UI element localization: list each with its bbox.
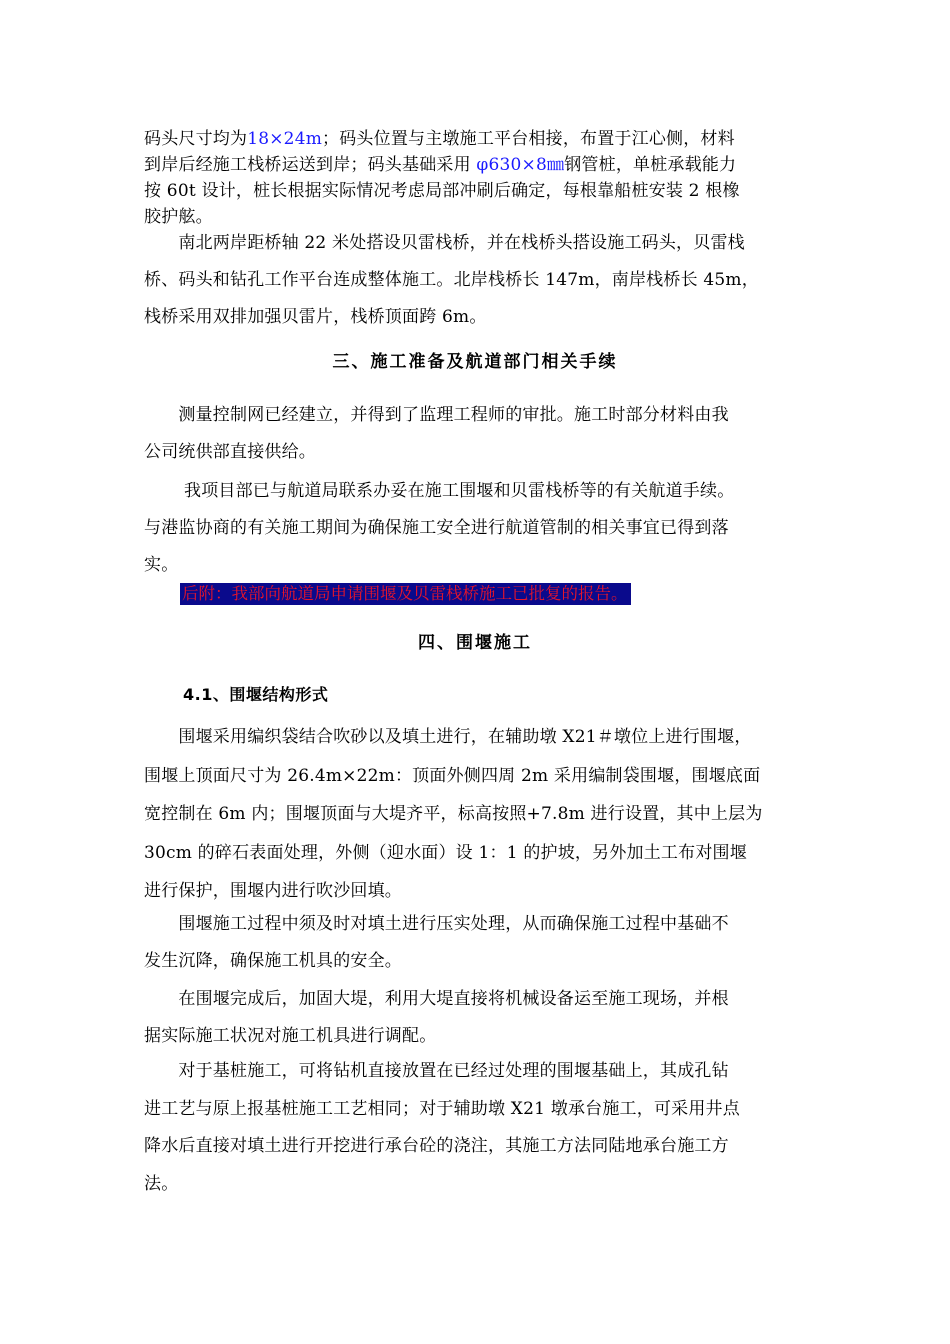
text-line: 南北两岸距桥轴 22 米处搭设贝雷栈桥，并在栈桥头搭设施工码头，贝雷栈 xyxy=(144,233,745,253)
text-line xyxy=(144,152,824,178)
text-line: 降水后直接对填土进行开挖进行承台砼的浇注，其施工方法同陆地承台施工方 xyxy=(144,1136,729,1156)
text-line: 进工艺与原上报基桩施工工艺相同；对于辅助墩 X21 墩承台施工，可采用井点 xyxy=(144,1098,740,1119)
paragraph-bailey-bridge xyxy=(144,225,824,336)
dock-size-value: 18×24m xyxy=(247,129,323,149)
text-span: 到岸后经施工栈桥运送到岸；码头基础采用 xyxy=(144,155,477,175)
text-line: 我项目部已与航道局联系办妥在施工围堰和贝雷栈桥等的有关航道手续。 xyxy=(144,481,735,501)
text-line: 实。 xyxy=(144,555,179,575)
paragraph-levee-reinforcement xyxy=(144,981,824,1055)
text-line: 栈桥采用双排加强贝雷片，栈桥顶面跨 6m。 xyxy=(144,307,487,327)
paragraph-pile-construction xyxy=(144,1053,824,1203)
paragraph-compaction xyxy=(144,906,824,980)
text-span: ；码头位置与主墩施工平台相接，布置于江心侧，材料 xyxy=(322,129,735,149)
text-line: 宽控制在 6m 内；围堰顶面与大堤齐平，标高按照+7.8m 进行设置，其中上层为 xyxy=(144,804,763,824)
text-line: 在围堰完成后，加固大堤，利用大堤直接将机械设备运至施工现场，并根 xyxy=(144,989,729,1009)
paragraph-navigation-procedures xyxy=(144,473,824,584)
text-line: 桥、码头和钻孔工作平台连成整体施工。北岸栈桥长 147m，南岸栈桥长 45m， xyxy=(144,270,759,290)
text-line: 测量控制网已经建立，并得到了监理工程师的审批。施工时部分材料由我 xyxy=(144,405,729,425)
text-line: 30cm 的碎石表面处理，外侧（迎水面）设 1：1 的护坡，另外加土工布对围堰 xyxy=(144,842,747,863)
text-span: 钢管桩，单桩承载能力 xyxy=(564,155,737,175)
paragraph-survey-control xyxy=(144,397,824,471)
text-line: 与港监协商的有关施工期间为确保施工安全进行航道管制的相关事宜已得到落 xyxy=(144,518,729,538)
section-heading-4: 四、围堰施工 xyxy=(418,633,532,653)
pile-spec-value: φ630×8㎜ xyxy=(476,155,565,175)
text-line: 围堰施工过程中须及时对填土进行压实处理，从而确保施工过程中基础不 xyxy=(144,914,729,934)
text-line: 按 60t 设计，桩长根据实际情况考虑局部冲刷后确定，每根靠船桩安装 2 根橡 xyxy=(144,181,740,201)
text-line: 围堰上顶面尺寸为 26.4m×22m：顶面外侧四周 2m 采用编制袋围堰，围堰底面 xyxy=(144,765,761,786)
text-line: 据实际施工状况对施工机具进行调配。 xyxy=(144,1026,437,1046)
text-span: 码头尺寸均为 xyxy=(144,129,248,149)
text-line xyxy=(144,126,824,152)
text-line: 公司统供部直接供给。 xyxy=(144,442,316,462)
text-line: 胶护舷。 xyxy=(144,207,213,227)
text-line: 对于基桩施工，可将钻机直接放置在已经过处理的围堰基础上，其成孔钻 xyxy=(144,1061,729,1081)
section-heading-3: 三、施工准备及航道部门相关手续 xyxy=(332,352,618,372)
paragraph-cofferdam-structure xyxy=(144,718,824,911)
text-line: 发生沉降，确保施工机具的安全。 xyxy=(144,951,402,971)
text-line: 围堰采用编织袋结合吹砂以及填土进行，在辅助墩 X21＃墩位上进行围堰， xyxy=(144,727,752,747)
text-line: 法。 xyxy=(144,1173,179,1194)
text-line: 进行保护，围堰内进行吹沙回填。 xyxy=(144,881,402,901)
subsection-heading-4-1: 4.1、围堰结构形式 xyxy=(183,685,329,704)
paragraph-dock-dimensions xyxy=(144,126,824,230)
highlighted-attachment-note: 后附：我部向航道局申请围堰及贝雷栈桥施工已批复的报告。 xyxy=(180,583,631,605)
